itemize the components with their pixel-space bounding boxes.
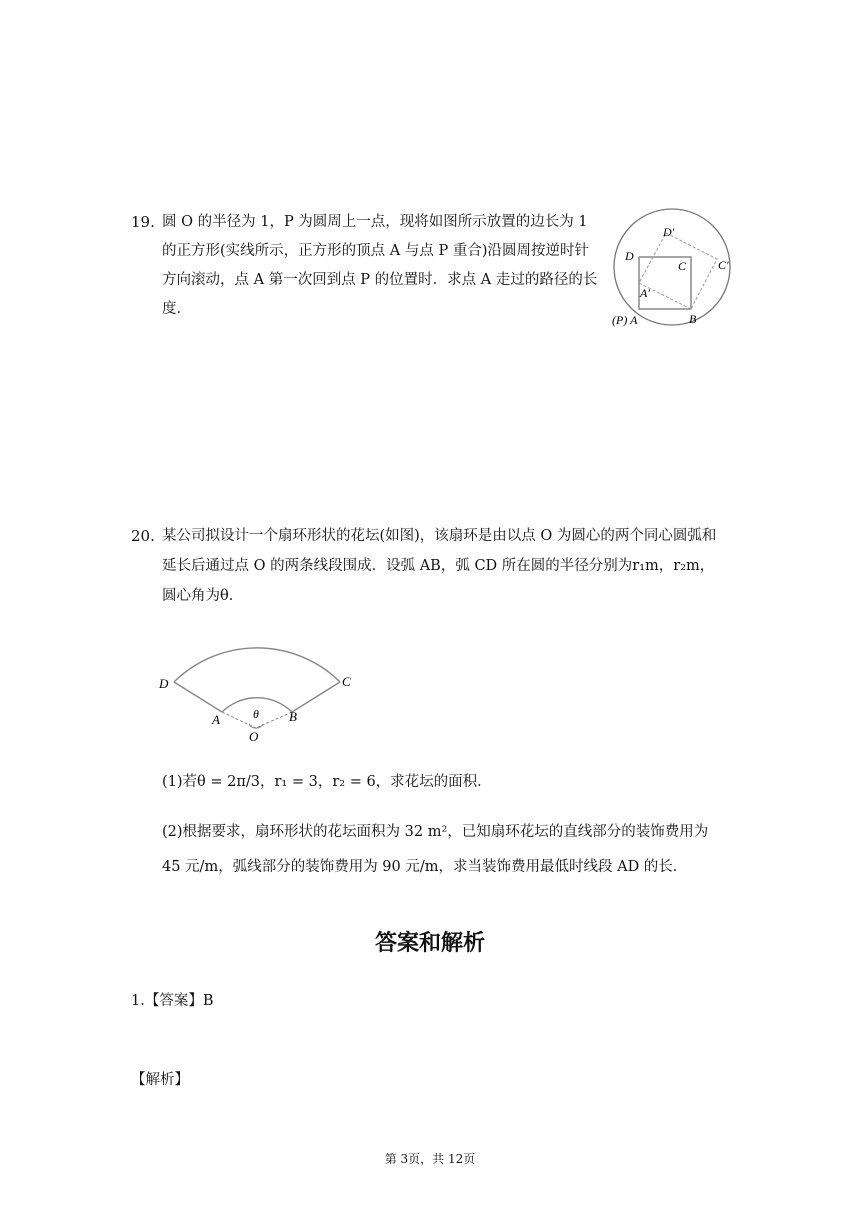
label-d-prime: D′ xyxy=(663,225,675,239)
q20-sub2-line-2: 45 元/m，弧线部分的装饰费用为 90 元/m，求当装饰费用最低时线段 AD 的长． xyxy=(162,859,688,875)
q19-line-4: 度． xyxy=(162,301,191,317)
q20-line-3: 圆心角为θ． xyxy=(162,588,244,604)
q20-line-2: 延长后通过点 O 的两条线段围成．设弧 AB，弧 CD 所在圆的半径分别为r₁m，r₂m， xyxy=(162,558,715,574)
label-p-a: (P) A xyxy=(612,313,638,327)
label-b: B xyxy=(689,312,697,326)
q19-line-2: 的正方形(实线所示，正方形的顶点 A 与点 P 重合)沿圆周按逆时针 xyxy=(162,243,589,259)
label-c-prime: C′ xyxy=(718,258,729,272)
question-number-19: 19. xyxy=(131,213,155,231)
arc-cd xyxy=(174,648,340,682)
label-c: C xyxy=(678,259,687,273)
q20-line-1: 某公司拟设计一个扇环形状的花坛(如图)，该扇环是由以点 O 为圆心的两个同心圆弧和 xyxy=(162,528,717,544)
segment-ad xyxy=(174,682,222,712)
analysis-label: 【解析】 xyxy=(131,1072,189,1088)
q20-figure xyxy=(152,625,362,745)
label-d: D xyxy=(625,249,634,263)
answer-heading: 答案和解析 xyxy=(374,931,485,956)
q19-line-3: 方向滚动，点 A 第一次回到点 P 的位置时．求点 A 走过的路径的长 xyxy=(162,272,598,288)
page-footer: 第 3页，共 12页 xyxy=(384,1152,476,1166)
label-theta: θ xyxy=(253,707,259,721)
segment-bc xyxy=(292,682,340,712)
label-a-prime: A′ xyxy=(640,286,650,300)
q20-sub1: (1)若θ = 2π/3，r₁ = 3，r₂ = 6，求花坛的面积． xyxy=(162,774,492,790)
label-a: A xyxy=(212,712,220,727)
segment-ao xyxy=(222,712,256,728)
answer-1: 1.【答案】B xyxy=(131,993,214,1009)
q19-line-1: 圆 O 的半径为 1，P 为圆周上一点，现将如图所示放置的边长为 1 xyxy=(162,214,588,230)
label-b: B xyxy=(289,709,297,724)
question-number-20: 20. xyxy=(131,527,155,545)
label-d: D xyxy=(159,676,169,691)
label-o: O xyxy=(249,729,259,744)
label-c: C xyxy=(342,674,351,689)
q19-figure xyxy=(608,205,750,330)
q20-sub2-line-1: (2)根据要求，扇环形状的花坛面积为 32 m²，已知扇环花坛的直线部分的装饰费用为 xyxy=(162,824,709,840)
